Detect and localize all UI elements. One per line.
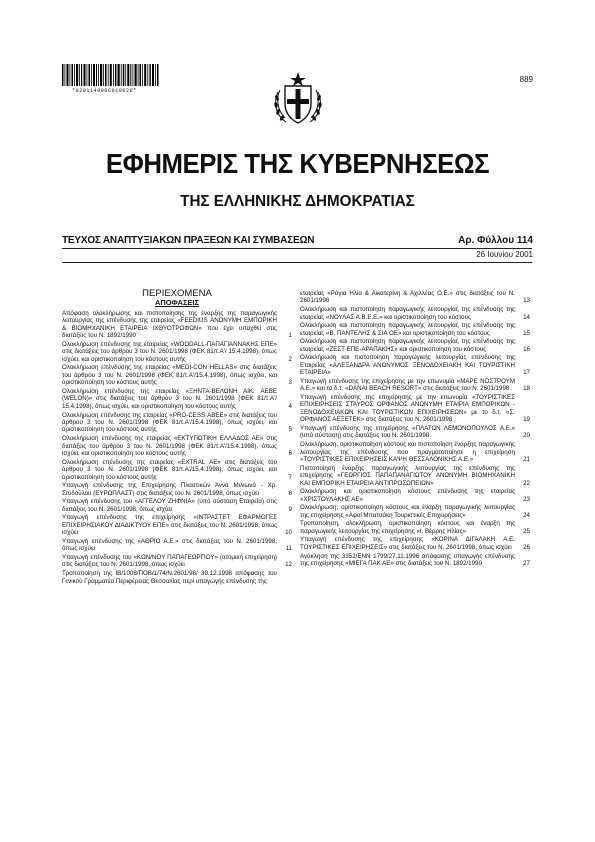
contents-entry-text: Ολοκλήρωση και πιστοποίηση παραγωγικής λειτουργίας επένδυσης της Εταιρείας «ΑΛΕΞΑΝΔΡΑ ΑΝΩΝΥΜΟΣ ΞΕΝΟΔΟΧΕΙΑΚΗ ΚΑΙ ΤΟΥΡΙΣΤΙΚΗ ΕΤΑΙΡΕΙΑ»: [300, 354, 515, 377]
contents-entry: [62, 554, 292, 569]
barcode: [62, 64, 160, 86]
contents-entry: [62, 482, 292, 497]
contents-entry: [300, 465, 530, 487]
contents-entry-text: Ολοκλήρωση επένδυσης της εταιρείας «EXTRAL ΑΕ» στις διατάξεις του άρθρου 3 του Ν. 2601/1998 (ΦΕΚ 81/τ.Α'/15.4.1998), όπως ισχύει, και οριστικοποίηση του κόστους αυτής: [62, 458, 277, 481]
contents-entry-page: 11: [285, 545, 292, 553]
header-rule-top: [62, 248, 532, 249]
contents-entry-text: Υπαγωγή επένδυσης της «ΑΘΡΙΟ Α.Ε.» στις διατάξεις του Ν. 2601/1998, όπως ισχύει: [62, 537, 277, 553]
contents-entry-page: 14: [523, 313, 530, 321]
contents-entry-text: Τροποποίηση της ΙΒ/1008/ΠΟΒ/1/74/Ν.2601/98/ 30.12.1998 απόφασης του Γενικού Γραμματέα Περιφέρειας Θεσσαλίας περί υπαγωγής επένδυσης της: [62, 570, 277, 585]
contents-entry: [300, 322, 530, 337]
contents-entry: [62, 498, 292, 513]
contents-entry-text: Υπαγωγή επένδυσης της Επιχείρησης Πλαστικών Άννα Μιλιωνά - Χρ. Στοδούλου (ΕΥΡΩΠΛΑΣΤ) στις διατάξεις του Ν. 2601/1998, όπως ισχύει: [62, 482, 277, 497]
contents-entry-text: Ολοκλήρωση, οριστικοποίηση κόστους και πιστοποίηση έναρξης παραγωγικής λειτουργίας της επένδυσης που πραγματοποίησε η επιχείρηση «ΤΟΥΡΙΣΤΙΚΕΣ ΕΠΙΧΕΙΡΗΣΕΙΣ ΚΑΨΗ ΘΕΣΣΑΛΟΝΙΚΗΣ Α.Ε.»: [300, 441, 515, 464]
contents-entry-page: 20: [523, 432, 530, 440]
contents-entry: [62, 459, 292, 481]
contents-entry-page: 12: [285, 561, 292, 569]
contents-entry-text: Υπαγωγή επένδυσης του «ΑΓΓΕΛΟΥ ΖΗΦΝΙΑ» (υπό σύσταση Εταιρεία) στις διατάξεις του Ν. 2601/1998, όπως ισχύει: [62, 498, 277, 513]
issue-date: 26 Ιουνίου 2001: [476, 250, 533, 259]
contents-entry-page: 13: [523, 297, 530, 305]
contents-entry-text: Ολοκλήρωση και πιστοποίηση παραγωγικής λειτουργίας της επένδυσης της εταιρείας «Β. ΠΑΝΤΕΛΗΣ & ΣΙΑ ΟΕ» και οριστικοποίηση του κόστους: [300, 322, 515, 337]
contents-entry-text: Ολοκλήρωση και πιστοποίηση παραγωγικής λειτουργίας της επένδυσης της εταιρείας «ΝΟΥΛΑΣ Α.Β.Ε.Ε.» και οριστικοποίηση του κόστους: [300, 306, 515, 321]
contents-entry-page: 23: [523, 495, 530, 503]
section-heading: ΑΠΟΦΑΣΕΙΣ: [154, 298, 200, 308]
contents-entry-page: 22: [523, 479, 530, 487]
contents-entry-text: Υπαγωγή επένδυσης της επιχείρησης «ΚΟΡΙΝΑ ΔΙΓΑΛΑΚΗ Α.Ε. ΤΟΥΡΙΣΤΙΚΕΣ ΕΠΙΧΕΙΡΗΣΕΙΣ» στις διατάξεις του Ν. 2601/1998, όπως ισχύει: [300, 536, 515, 551]
gazette-series: ΤΕΥΧΟΣ ΑΝΑΠΤΥΞΙΑΚΩΝ ΠΡΑΞΕΩΝ ΚΑΙ ΣΥΜΒΑΣΕΩΝ: [62, 235, 315, 246]
contents-entry-text: Υπαγωγή επένδυσης της επιχείρησης «ΠΛΑΤΩΝ ΛΕΜΟΝΟΠΟΥΛΟΣ Α.Ε.» (υπό σύσταση) στις διατάξεις του Ν. 2601/1998: [300, 425, 515, 440]
contents-entry-text: Ολοκλήρωση επένδυσης της εταιρείας «WOODALL-ΠΑΠΑΓΙΑΝΝΑΚΗΣ ΕΠΕ» στις διατάξεις του άρθρου 3 του Ν. 2601/1998 (ΦΕΚ 81/τ.Α'/ 15.4.1998), όπως ισχύει, και οριστικοποίηση του κόστους αυτής: [62, 340, 277, 363]
contents-entry-page: 6: [288, 450, 292, 457]
contents-entry: [300, 394, 530, 424]
contents-entry-page: 7: [288, 473, 292, 481]
contents-list-right: [300, 290, 530, 567]
contents-entry: [300, 536, 530, 551]
contents-entry-text: Υπαγωγή επένδυσης της επιχείρησης με την επωνυμία «ΜΑΡΕ ΝΟΣΤΡΟΥΜ Α.Ε.» και το δ.τ. «DANAI BEACH RESORT» στις διατάξεις του Ν. 2601/1998: [300, 377, 515, 393]
contents-entry: [300, 553, 530, 568]
contents-entry-page: 18: [523, 385, 530, 393]
contents-list-left: [62, 310, 292, 585]
contents-entry-text: Υπαγωγή επένδυσης της επιχείρησης με την επωνυμία «ΤΟΥΡΙΣΤΙΚΕΣ ΕΠΙΧΕΙΡΗΣΕΙΣ ΣΤΑΥΡΟΣ ΟΡΦΑΝΟΣ ΑΝΩΝΥΜΗ ΕΤΑΙΡΙΑ ΕΜΠΟΡΙΚΩΝ - ΞΕΝΟΔΟΧΕΙΑΚΩΝ ΚΑΙ ΤΟΥΡΙΣΤΙΚΩΝ ΕΠΙΧΕΙΡΗΣΕΩΝ» με το δ.τ. «Σ. ΟΡΦΑΝΟΣ ΑΕΞΕΤΕΚ» στις διατάξεις του Ν. 2601/1998: [300, 394, 515, 424]
contents-entry: [62, 435, 292, 457]
page-number: 889: [519, 75, 533, 84]
contents-entry-page: 27: [523, 560, 530, 568]
contents-entry-page: 24: [523, 511, 530, 519]
barcode-number: *0201140906010028*: [72, 88, 137, 94]
contents-entry: [300, 488, 530, 503]
header-rule-bottom: [62, 262, 532, 263]
contents-entry: [300, 290, 530, 305]
contents-column-left: [62, 290, 292, 586]
contents-entry: [62, 412, 292, 434]
contents-entry-page: 8: [288, 489, 292, 497]
contents-entry-text: Ολοκλήρωση επένδυσης της εταιρείας «ΞΗΝΤΑ-ΒΕΛΩΝΗ ΑΙΚ. ΑΕΒΕ (WELON)» στις διατάξεις του άρθρου 3 του Ν. 2601/1998 (ΦΕΚ 81/τ.Α'/ 15.4.1998), όπως ισχύει, και οριστικοποίηση του κόστους αυτής: [62, 388, 277, 410]
contents-entry-text: Ολοκλήρωση επένδυσης της εταιρείας «ΕΚΤΥΠΩΤΙΚΗ ΕΛΛΑΔΟΣ ΑΕ» στις διατάξεις του άρθρου 3 του Ν. 2601/1998 (ΦΕΚ 81/τ.Α'/15.4.1998), όπως ισχύει, και οριστικοποίηση του κόστους αυτής: [62, 435, 277, 457]
contents-title: ΠΕΡΙΕΧΟΜΕΝΑ: [142, 288, 212, 299]
contents-entry-text: Ολοκλήρωση, οριστικοποίηση κόστους και έναρξη παραγωγικής λειτουργίας της επιχείρησης «Αφοί Μπατσάκη Τουριστικές Επιχειρήσεις»: [300, 504, 515, 519]
contents-entry-page: 9: [288, 505, 292, 513]
contents-entry: [62, 538, 292, 553]
issue-number: Αρ. Φύλλου 114: [458, 235, 533, 246]
contents-entry-page: 17: [523, 369, 530, 377]
contents-entry: [300, 338, 530, 353]
contents-entry-text: Ολοκλήρωση και πιστοποίηση παραγωγικής λειτουργίας της επένδυσης της εταιρείας «ΖΕΣΤ ΕΠΕ-ΑΡΑΠΑΚΗΣ» και οριστικοποίηση του κόστους: [300, 338, 515, 353]
gazette-title: ΕΦΗΜΕΡΙΣ ΤΗΣ ΚΥΒΕΡΝΗΣΕΩΣ: [105, 148, 490, 179]
contents-entry-page: 1: [288, 332, 292, 340]
contents-entry: [300, 520, 530, 535]
contents-entry: [62, 341, 292, 363]
contents-entry-text: εταιρείας «Ράγια Ηλία & Αικατερίνη & Αχιλλέας Ο.Ε.» στις διατάξεις του Ν. 2601/1998: [300, 290, 515, 305]
contents-entry-page: 4: [288, 402, 292, 410]
contents-entry-page: 3: [288, 379, 292, 387]
contents-entry-text: Ολοκλήρωση και οριστικοποίηση κόστους επένδυσης της εταιρείας «ΧΡΙΣΤΟΥΛΑΚΗΣ ΑΕ»: [300, 488, 515, 503]
contents-entry-text: Υπαγωγή επένδυσης της επιχείρησης «ΙΝΤΡΑΣΤΕΤ ΕΦΑΡΜΟΓΕΣ ΕΠΙΧΕΙΡΗΣΙΑΚΟΥ ΔΙΑΔΙΚΤΥΟΥ ΕΠΕ» στις διατάξεις του Ν. 2601/1998, όπως ισχύει: [62, 514, 277, 537]
greek-emblem-icon: [270, 70, 326, 128]
contents-entry-page: 10: [285, 529, 292, 537]
contents-entry: [300, 354, 530, 376]
contents-entry: [62, 310, 292, 340]
contents-entry-page: 2: [288, 355, 292, 363]
contents-entry-text: Τροποποίηση, ολοκλήρωση, οριστικοποίηση κόστους και έναρξη της παραγωγικής λειτουργίας της επιχείρησης «Ι. Βέρρης Ηλίας»: [300, 520, 515, 535]
contents-entry-text: Ολοκλήρωση επένδυσης της εταιρείας «MEDI-CON HELLAS» στις διατάξεις του άρθρου 3 του Ν. 2601/1998 (ΦΕΚ 81/τ.Α'/15.4.1998), όπως ισχύει, και οριστικοποίηση του κόστους αυτής: [62, 364, 277, 387]
contents-entry: [300, 425, 530, 440]
contents-entry: [62, 364, 292, 386]
contents-entry: [62, 514, 292, 536]
contents-entry-text: Ολοκλήρωση επένδυσης της εταιρείας «PRO-CESS ΑΒΕΕ» στις διατάξεις του άρθρου 3 του Ν. 2601/1998 (ΦΕΚ 81/τ.Α'/15.4.1998), όπως ισχύει, και οριστικοποίηση του κόστους αυτής: [62, 411, 277, 434]
contents-entry-page: 15: [523, 329, 530, 337]
gazette-subtitle: ΤΗΣ ΕΛΛΗΝΙΚΗΣ ΔΗΜΟΚΡΑΤΙΑΣ: [180, 193, 415, 210]
contents-entry: [62, 570, 292, 585]
contents-entry-page: 19: [523, 416, 530, 424]
contents-entry-text: Πιστοποίηση έναρξης παραγωγικής λειτουργίας της επένδυσης της επιχείρησης «ΓΕΩΡΓΙΟΣ ΠΑΠΑΠΑΝΑΓΙΩΤΟΥ ΑΝΩΝΥΜΗ ΒΙΟΜΗΧΑΝΙΚΗ ΚΑΙ ΕΜΠΟΡΙΚΗ ΕΤΑΙΡΕΙΑ ΑΝΤΙΠΡΟΣΩΠΕΙΩΝ»: [300, 464, 515, 487]
contents-entry: [300, 306, 530, 321]
contents-entry: [300, 504, 530, 519]
contents-entry: [62, 388, 292, 410]
contents-entry: [300, 441, 530, 463]
contents-entry-page: 5: [288, 426, 292, 434]
contents-entry-page: 16: [523, 345, 530, 353]
contents-entry-text: Ανάκληση της 3352/ΕΝΝ 1799/27.11.1996 απόφασης υπαγωγής επένδυσης της επιχείρησης «ΜΙΕΓΑ ΠΑΚ ΑΕ» στις διατάξεις του Ν. 1892/1990: [300, 552, 515, 568]
contents-entry-text: Απόφαση ολοκλήρωσης και πιστοποίησης της έναρξης της παραγωγικής λειτουργίας της επένδυσης της εταιρείας «FEEDIUS ΑΝΩΝΥΜΗ ΕΜΠΟΡΙΚΗ & ΒΙΟΜΗΧΑΝΙΚΗ ΕΤΑΙΡΕΙΑ ΙΧΘΥΟΤΡΟΦΩΝ» που έχει υπαχθεί στις διατάξεις του Ν. 1892/1990: [62, 309, 277, 340]
contents-column-right: [300, 290, 530, 569]
contents-entry-page: 26: [523, 543, 530, 551]
contents-entry: [300, 378, 530, 393]
contents-entry-page: 21: [523, 456, 530, 464]
contents-entry-page: 25: [523, 527, 530, 535]
contents-entry-text: Υπαγωγή επένδυσης του «ΚΩΝ/ΝΟΥ ΠΑΠΑΓΕΩΡΓΙΟΥ» (ατομική επιχείρηση) στις διατάξεις του Ν. 2601/1998, όπως ισχύει: [62, 554, 277, 569]
